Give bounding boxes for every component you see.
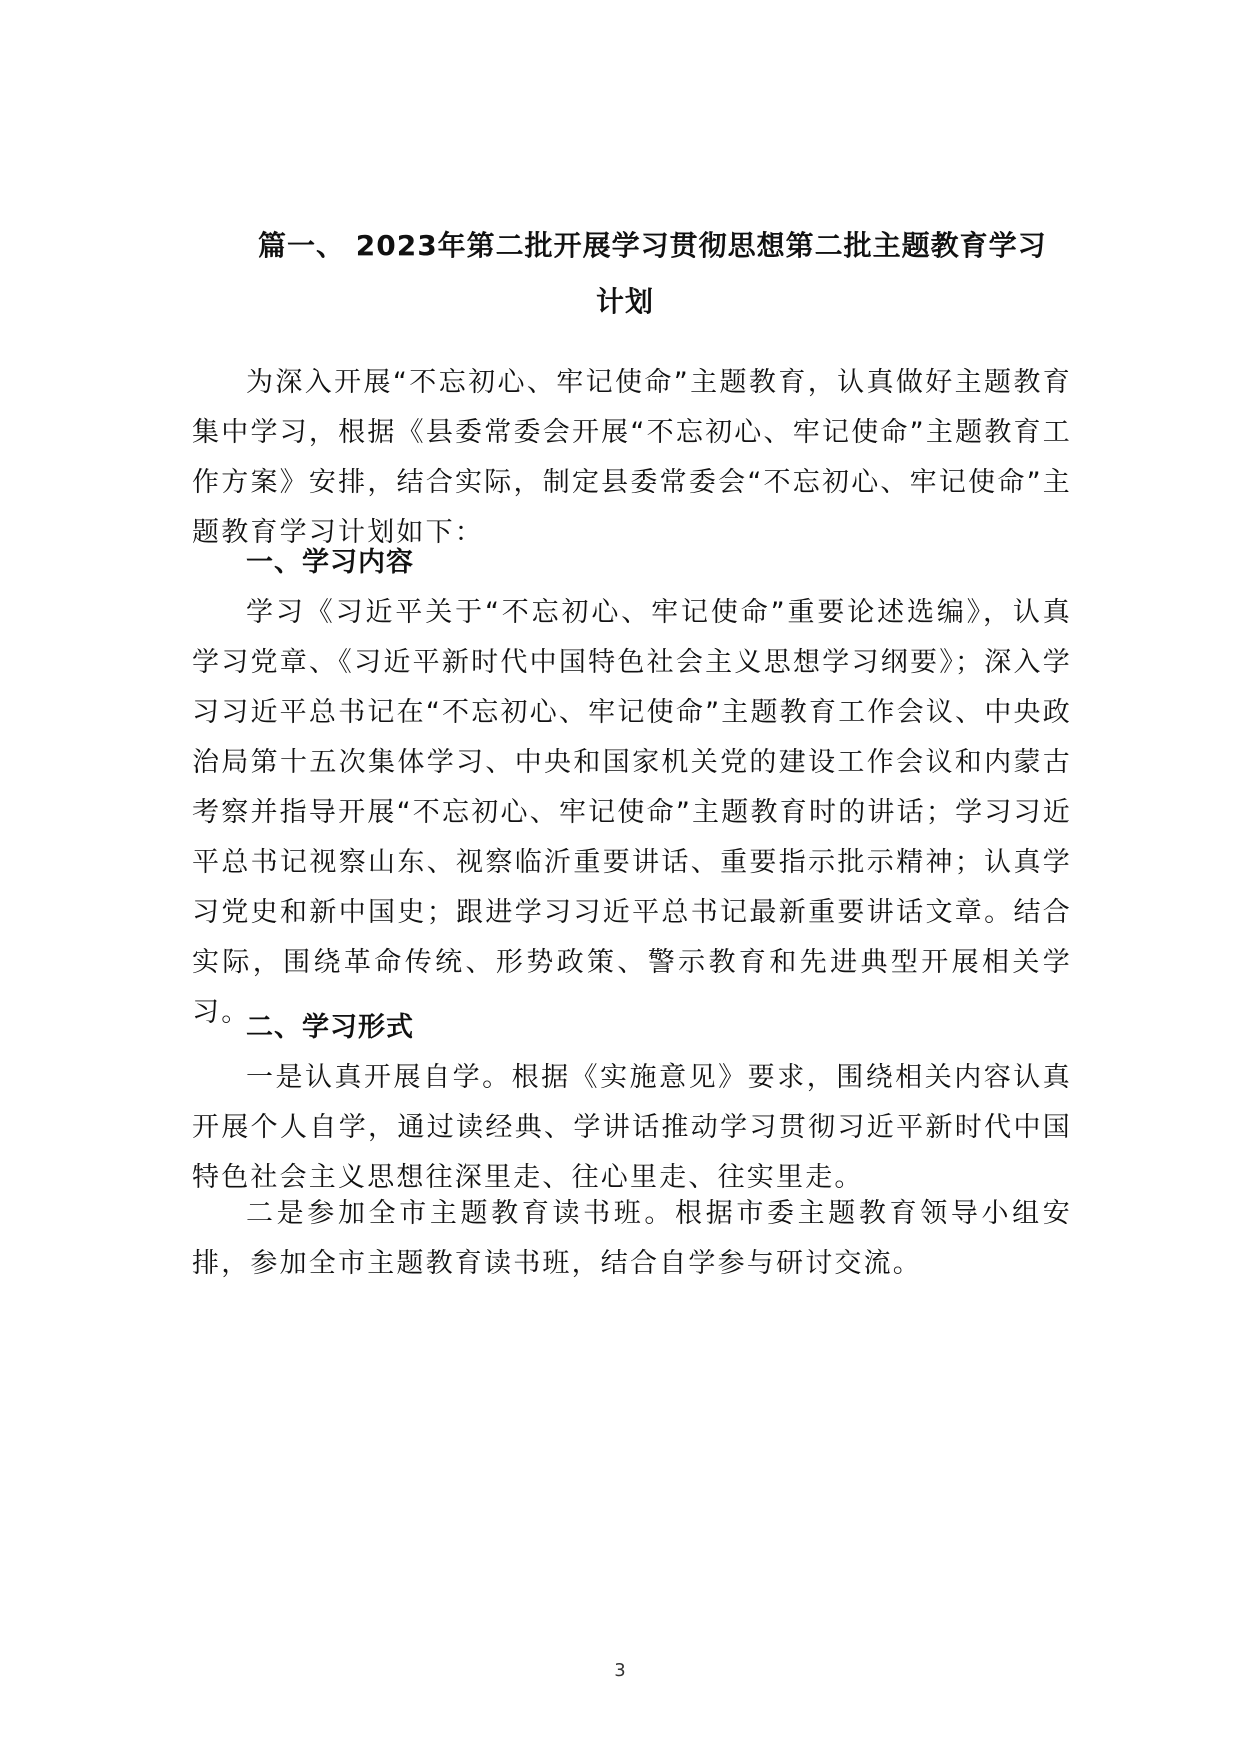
intro-paragraph: 为深入开展“不忘初心、牢记使命”主题教育，认真做好主题教育集中学习，根据《县委常委会开展“不忘初心、牢记使命”主题教育工作方案》安排，结合实际，制定县委常委会“不忘初心、牢记使命”主题教育学习计划如下： (192, 367, 1072, 548)
reading-class-paragraph: 二是参加全市主题教育读书班。根据市委主题教育领导小组安排，参加全市主题教育读书班，结合自学参与研讨交流。 (192, 1198, 1072, 1279)
section-heading-content: 一、学习内容 (246, 547, 414, 578)
document-title (190, 218, 1060, 330)
section-content-paragraph: 学习《习近平关于“不忘初心、牢记使命”重要论述选编》，认真学习党章、《习近平新时代中国特色社会主义思想学习纲要》；深入学习习近平总书记在“不忘初心、牢记使命”主题教育工作会议、中央政治局第十五次集体学习、中央和国家机关党的建设工作会议和内蒙古考察并指导开展“不忘初心、牢记使命”主题教育时的讲话；学习习近平总书记视察山东、视察临沂重要讲话、重要指示批示精神；认真学习党史和新中国史；跟进学习习近平总书记最新重要讲话文章。结合实际，围绕革命传统、形势政策、警示教育和先进典型开展相关学习。 (192, 597, 1072, 1028)
section-heading-format: 二、学习形式 (246, 1012, 414, 1043)
title-line-1: 篇一、 2023年第二批开展学习贯彻思想第二批主题教育学习 (258, 229, 1047, 262)
title-line-2: 计划 (595, 285, 654, 318)
self-study-paragraph: 一是认真开展自学。根据《实施意见》要求，围绕相关内容认真开展个人自学，通过读经典、学讲话推动学习贯彻习近平新时代中国特色社会主义思想往深里走、往心里走、往实里走。 (192, 1062, 1072, 1193)
page-number: 3 (614, 1660, 626, 1681)
